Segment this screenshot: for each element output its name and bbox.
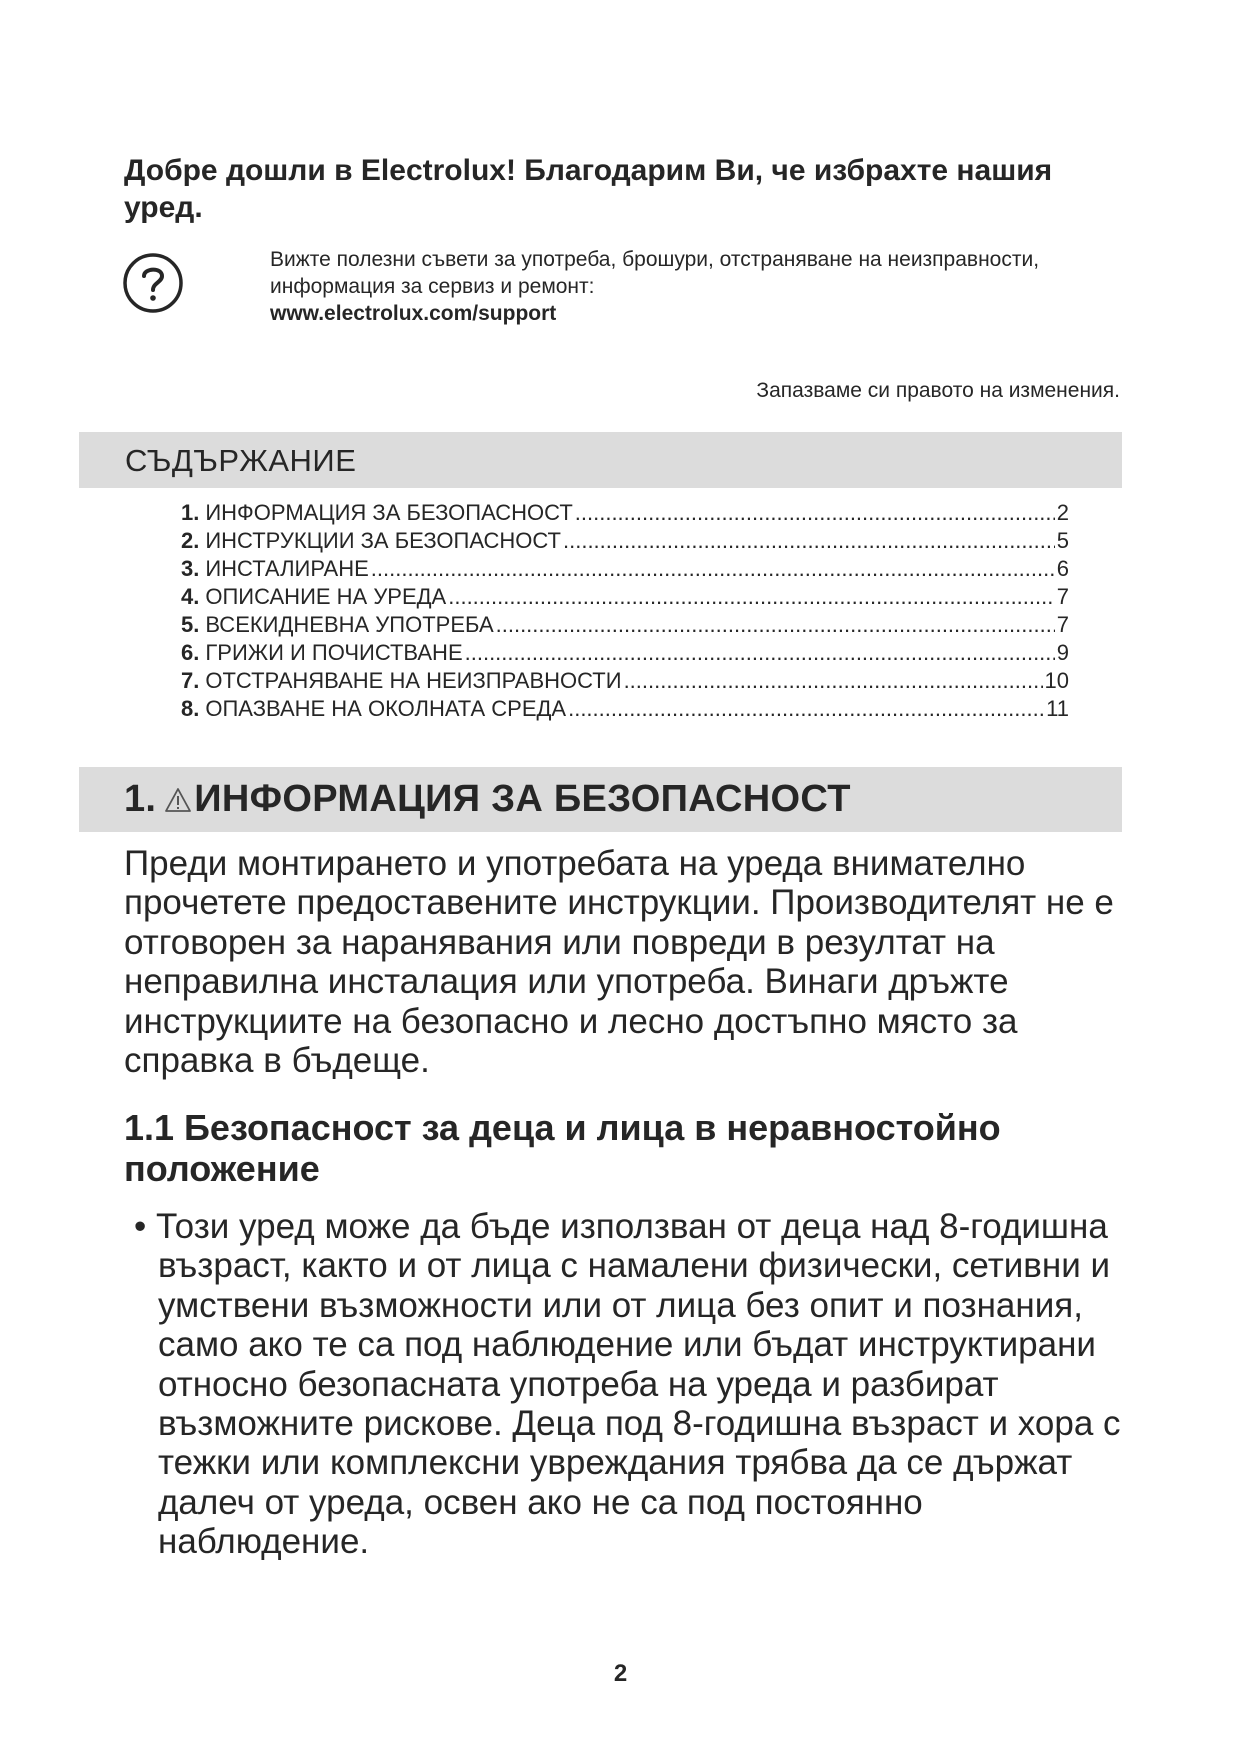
toc-item-label: ОПАЗВАНЕ НА ОКОЛНАТА СРЕДА xyxy=(205,696,567,721)
section-1-title: ИНФОРМАЦИЯ ЗА БЕЗОПАСНОСТ xyxy=(194,778,851,820)
toc-item-label: ИНСТАЛИРАНЕ xyxy=(205,556,369,581)
page-number: 2 xyxy=(613,1660,628,1687)
help-line-2: информация за сервиз и ремонт: xyxy=(270,275,595,298)
toc-title: СЪДЪРЖАНИЕ xyxy=(125,443,357,478)
toc-item-label: ГРИЖИ И ПОЧИСТВАНЕ xyxy=(205,640,463,665)
section-1-number: 1. xyxy=(124,778,157,820)
toc-item-number: 5. xyxy=(181,612,200,637)
toc-leader-dots xyxy=(371,555,1055,583)
toc-item-page: 6 xyxy=(1056,556,1069,581)
toc-item-label: ОПИСАНИЕ НА УРЕДА xyxy=(205,584,447,609)
bullet-mark: • xyxy=(134,1207,147,1246)
toc-item-label: ОТСТРАНЯВАНЕ НА НЕИЗПРАВНОСТИ xyxy=(205,668,622,693)
toc-item-number: 1. xyxy=(181,500,200,525)
toc-item-page: 10 xyxy=(1044,668,1069,693)
section-1-body: Преди монтирането и употребата на уреда внимателно прочетете предоставените инструкции. Производителят не е отговорен за наранявания или повреди в резултат на неправилна инсталация или употреба. Винаги дръжте инструкциите на безопасно и лесно достъпно място за справка в бъдеще. xyxy=(124,844,1114,1081)
toc-item[interactable] xyxy=(181,527,1069,555)
toc-item[interactable] xyxy=(181,555,1069,583)
toc-item-label: ИНФОРМАЦИЯ ЗА БЕЗОПАСНОСТ xyxy=(205,500,573,525)
section-1-1-heading: 1.1 Безопасност за деца и лица в неравностойно положение xyxy=(124,1107,1001,1189)
toc-item-number: 6. xyxy=(181,640,200,665)
table-of-contents xyxy=(181,499,1069,723)
toc-item-number: 2. xyxy=(181,528,200,553)
toc-item-label: ВСЕКИДНЕВНА УПОТРЕБА xyxy=(205,612,494,637)
toc-item-page: 5 xyxy=(1056,528,1069,553)
toc-leader-dots xyxy=(496,611,1055,639)
toc-item[interactable] xyxy=(181,611,1069,639)
toc-item[interactable] xyxy=(181,583,1069,611)
rights-notice: Запазваме си правото на изменения. xyxy=(756,379,1120,402)
toc-item[interactable] xyxy=(181,639,1069,667)
toc-leader-dots xyxy=(568,695,1044,723)
toc-item[interactable] xyxy=(181,695,1069,723)
question-circle-icon xyxy=(122,252,184,314)
toc-item-number: 7. xyxy=(181,668,200,693)
toc-leader-dots xyxy=(563,527,1055,555)
toc-item-number: 8. xyxy=(181,696,200,721)
toc-item[interactable] xyxy=(181,667,1069,695)
help-text xyxy=(270,246,1130,327)
section-1-heading xyxy=(124,776,851,822)
toc-item-label: ИНСТРУКЦИИ ЗА БЕЗОПАСНОСТ xyxy=(205,528,561,553)
welcome-heading: Добре дошли в Electrolux! Благодарим Ви, че избрахте нашия уред. xyxy=(124,154,1053,224)
toc-leader-dots xyxy=(624,667,1043,695)
bullet-paragraph xyxy=(124,1207,1134,1562)
support-link[interactable]: www.electrolux.com/support xyxy=(270,302,557,325)
bullet-text: Този уред може да бъде използван от деца над 8-годишна възраст, както и от лица с намалени физически, сетивни и умствени възможности или от лица без опит и познания, само ако те са под наблюдение или бъдат инструктирани относно безопасната употреба на уреда и разбират възможните рискове. Деца под 8-годишна възраст и хора с тежки или комплексни увреждания трябва да се държат далеч от уреда, освен ако не са под постоянно наблюдение. xyxy=(156,1207,1121,1562)
toc-item-number: 3. xyxy=(181,556,200,581)
help-line-1: Вижте полезни съвети за употреба, брошури, отстраняване на неизправности, xyxy=(270,248,1040,271)
toc-item-number: 4. xyxy=(181,584,200,609)
warning-triangle-icon xyxy=(164,787,192,813)
toc-item-page: 11 xyxy=(1046,696,1069,721)
toc-item-page: 7 xyxy=(1056,612,1069,637)
toc-leader-dots xyxy=(575,499,1055,527)
toc-item[interactable] xyxy=(181,499,1069,527)
toc-item-page: 9 xyxy=(1056,640,1069,665)
toc-leader-dots xyxy=(448,583,1055,611)
toc-leader-dots xyxy=(465,639,1055,667)
toc-item-page: 2 xyxy=(1056,500,1069,525)
toc-item-page: 7 xyxy=(1056,584,1069,609)
